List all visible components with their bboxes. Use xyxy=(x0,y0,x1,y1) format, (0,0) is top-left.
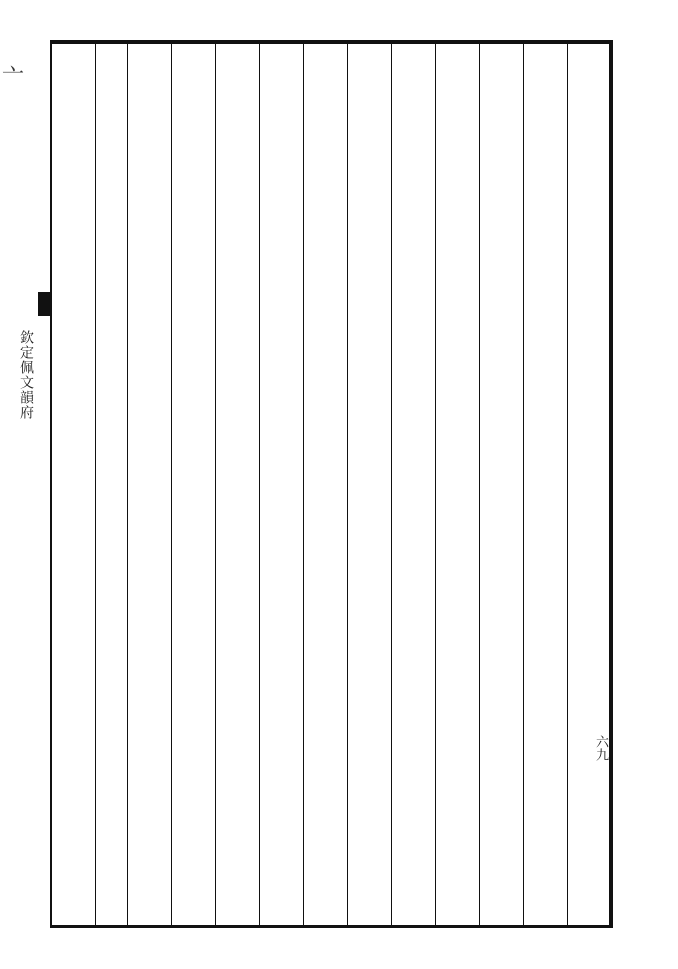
top-border xyxy=(50,40,612,44)
page-number: 六九 xyxy=(593,735,608,761)
margin-book-title: 欽定佩文韻府 xyxy=(18,330,34,420)
column-divider xyxy=(523,44,524,925)
column-divider xyxy=(567,44,568,925)
column-divider xyxy=(435,44,436,925)
fishtail-bar xyxy=(38,292,52,316)
column-divider xyxy=(95,44,96,925)
column-divider xyxy=(215,44,216,925)
right-border xyxy=(609,40,613,928)
column-divider xyxy=(479,44,480,925)
column-divider xyxy=(303,44,304,925)
bottom-border xyxy=(50,925,612,928)
column-divider xyxy=(127,44,128,925)
column-divider xyxy=(171,44,172,925)
left-border xyxy=(50,40,52,928)
clipped-edge-glyph: 亠 xyxy=(2,65,25,90)
column-divider xyxy=(347,44,348,925)
column-divider xyxy=(259,44,260,925)
column-divider xyxy=(391,44,392,925)
